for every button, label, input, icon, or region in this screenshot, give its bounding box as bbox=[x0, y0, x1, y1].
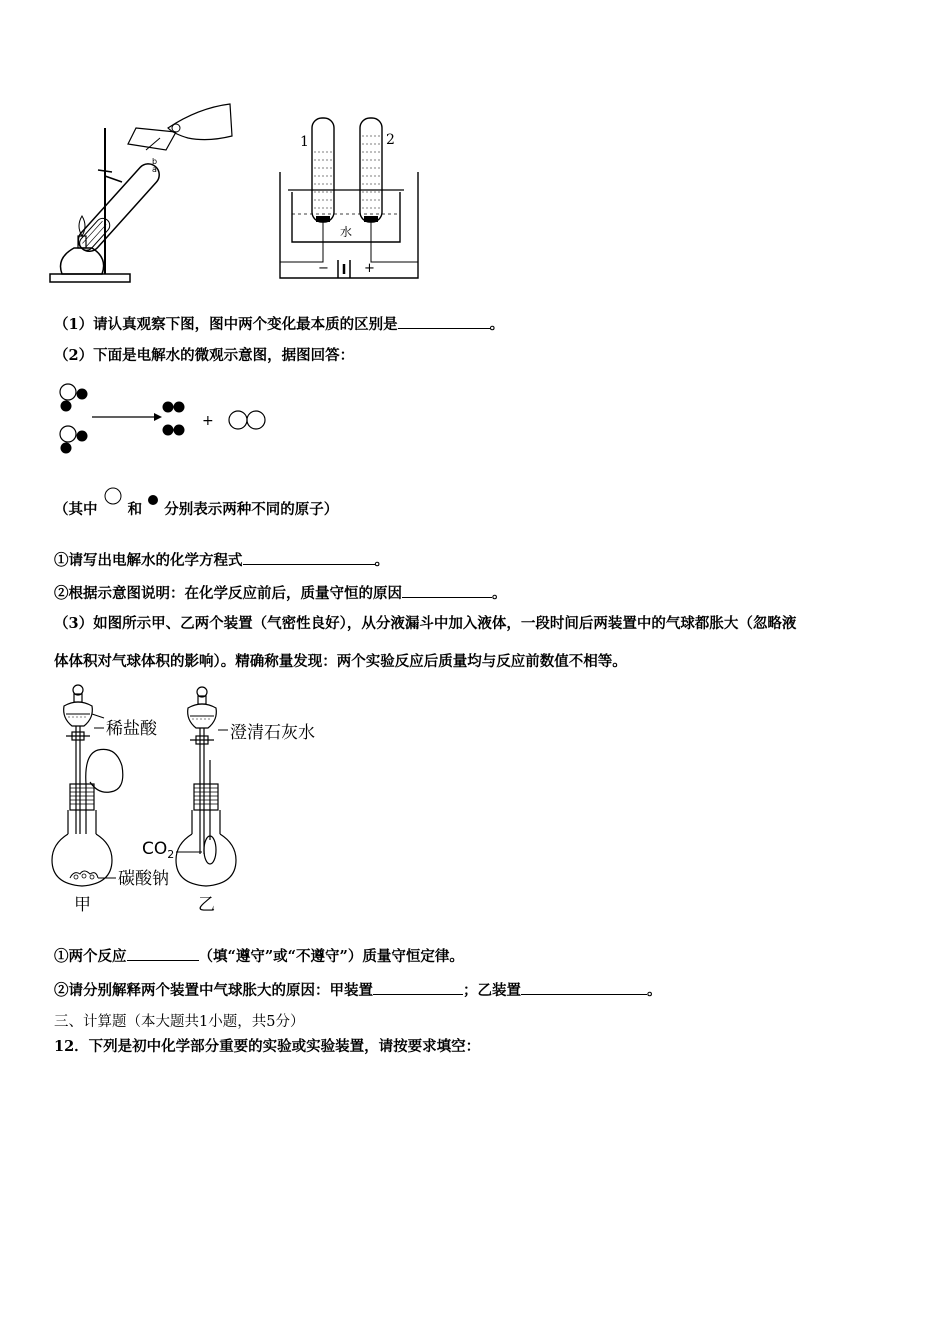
legend-open: （其中 bbox=[54, 501, 98, 518]
question-1-end: 。 bbox=[489, 316, 505, 333]
question-3-line-1: （3）如图所示甲、乙两个装置（气密性良好），从分液漏斗中加入液体，一段时间后两装置中的气球都胀大（忽略液 bbox=[54, 615, 797, 632]
question-2a-text: ①请写出电解水的化学方程式 bbox=[54, 552, 243, 569]
legend-and: 和 bbox=[127, 501, 143, 518]
water-label: 水 bbox=[340, 225, 353, 239]
open-atom-icon bbox=[103, 486, 123, 506]
plus-sign: + bbox=[202, 413, 214, 429]
yi-label: 乙 bbox=[198, 895, 215, 915]
question-12: 12．下列是初中化学部分重要的实验或实验装置，请按要求填空： bbox=[54, 1038, 481, 1055]
section-3-heading: 三、计算题（本大题共1小题，共5分） bbox=[54, 1014, 305, 1030]
svg-text:b: b bbox=[152, 157, 158, 166]
tube-1-label: 1 bbox=[300, 134, 309, 150]
answer-blank-2b[interactable] bbox=[402, 581, 492, 598]
electrolysis-figure bbox=[278, 112, 428, 282]
sodium-carbonate-label: 碳酸钠 bbox=[118, 869, 169, 889]
question-3a-text: ①两个反应 bbox=[54, 948, 127, 965]
co2-label bbox=[142, 839, 174, 861]
question-3b-text: ②请分别解释两个装置中气球胀大的原因：甲装置 bbox=[54, 982, 373, 999]
answer-blank-3b-jia[interactable] bbox=[373, 978, 463, 995]
question-3a bbox=[54, 944, 464, 967]
question-1 bbox=[54, 312, 504, 335]
dilute-hcl-label: 稀盐酸 bbox=[106, 719, 157, 739]
question-3b-end: 。 bbox=[647, 982, 662, 999]
jia-label: 甲 bbox=[74, 895, 91, 915]
co2-subscript: 2 bbox=[167, 848, 175, 861]
question-2b-text: ②根据示意图说明：在化学反应前后，质量守恒的原因 bbox=[54, 585, 402, 602]
answer-blank-3b-yi[interactable] bbox=[521, 978, 647, 995]
question-3a-mid: （填“遵守”或“不遵守”）质量守恒定律。 bbox=[198, 948, 464, 965]
question-2a-end: 。 bbox=[374, 552, 389, 569]
question-3-line-2: 体体积对气球体积的影响）。精确称量发现：两个实验反应后质量均与反应前数值不相等。 bbox=[54, 653, 627, 670]
answer-blank-3a[interactable] bbox=[127, 944, 199, 961]
lime-water-label: 澄清石灰水 bbox=[230, 723, 315, 743]
answer-blank-2a[interactable] bbox=[243, 548, 375, 565]
question-2: （2）下面是电解水的微观示意图，据图回答： bbox=[54, 347, 355, 364]
co2-text: CO bbox=[142, 839, 168, 859]
question-2b bbox=[54, 581, 507, 604]
heating-apparatus-figure bbox=[48, 98, 238, 288]
apparatus-yi-figure bbox=[140, 684, 330, 914]
filled-atom-icon bbox=[147, 494, 159, 506]
negative-terminal: − bbox=[318, 261, 329, 276]
legend-close: 分别表示两种不同的原子） bbox=[164, 501, 339, 518]
question-2b-end: 。 bbox=[492, 585, 507, 602]
question-3b bbox=[54, 978, 662, 1001]
question-1-text: （1）请认真观察下图，图中两个变化最本质的区别是 bbox=[54, 316, 398, 333]
micro-diagram bbox=[54, 380, 284, 460]
question-2a bbox=[54, 548, 389, 571]
question-3b-mid: ；乙装置 bbox=[463, 982, 521, 999]
tube-2-label: 2 bbox=[386, 132, 395, 148]
legend-line bbox=[54, 500, 338, 520]
svg-text:a: a bbox=[152, 165, 157, 174]
positive-terminal: + bbox=[364, 261, 375, 276]
answer-blank-1[interactable] bbox=[398, 312, 490, 329]
